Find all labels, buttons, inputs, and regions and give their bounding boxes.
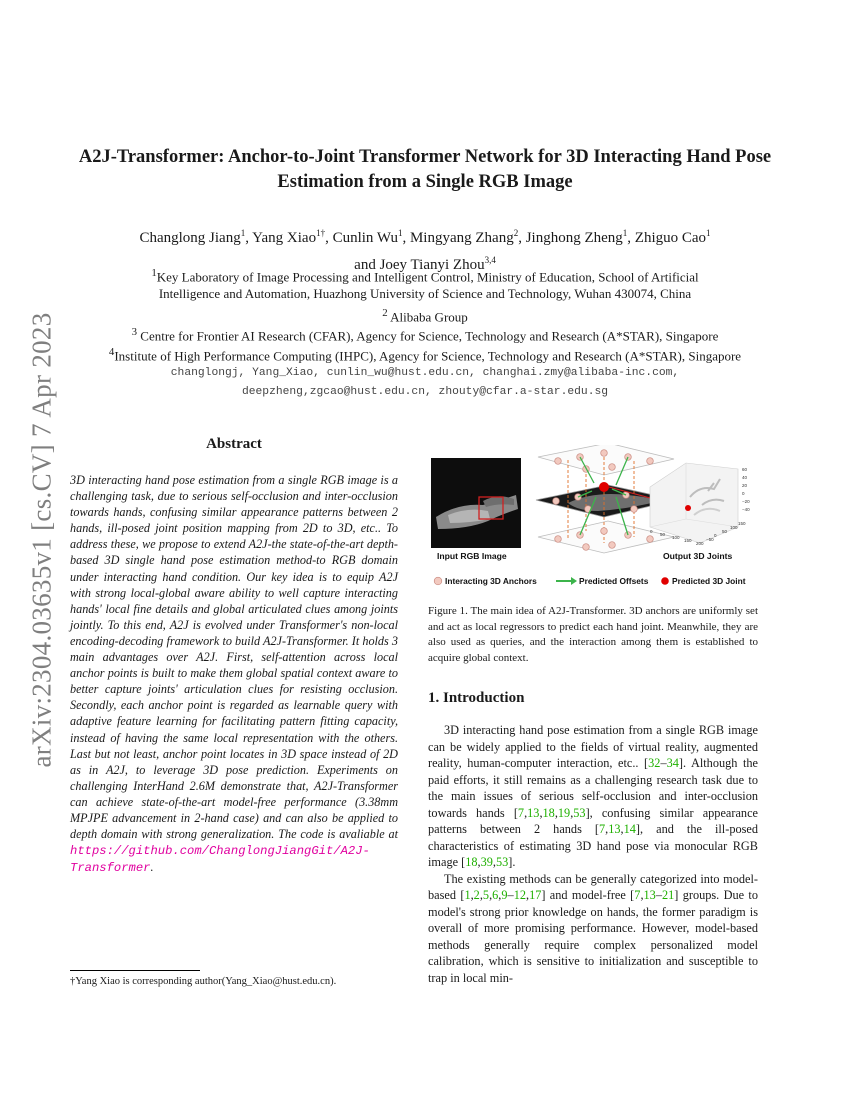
email-line: changlongj, Yang_Xiao, cunlin_wu@hust.edu.cn, changhai.zmy@alibaba-inc.com,: [170, 367, 680, 379]
author-name: Yang Xiao: [252, 230, 317, 246]
svg-text:150: 150: [684, 538, 692, 543]
author-affil-mark: 1: [240, 228, 246, 238]
citation-link[interactable]: 9: [501, 888, 508, 902]
intro-paragraph: The existing methods can be generally categorized into model-based [1,2,5,6,9–12,17] and model-free [7,13–21] groups. Due to model's strong prior knowledge on hands, the former paradigm is overall of more promising performance. However, model-based methods generally require complex personalized model calibration, which is sensitive to initialization and susceptible to trap in local min-: [428, 871, 758, 985]
footnote-rule: [70, 970, 200, 971]
figure-caption: Figure 1. The main idea of A2J-Transformer. 3D anchors are uniformly set and act as local regressors to predict each hand joint. Meanwhile, they are also used as queries, and the interaction among them is established to acquire global context.: [428, 605, 758, 664]
input-rgb-image: [431, 458, 521, 548]
author-affil-mark: 1: [397, 228, 403, 238]
author-affil-mark: 1†: [316, 228, 326, 238]
paper-title: A2J-Transformer: Anchor-to-Joint Transformer Network for 3D Interacting Hand Pose Estimation from a Single RGB Image: [78, 147, 772, 192]
citation-link[interactable]: 7: [517, 805, 525, 820]
svg-text:Predicted Offsets: Predicted Offsets: [579, 576, 649, 586]
svg-text:60: 60: [742, 467, 748, 472]
citation-link[interactable]: 7: [599, 822, 606, 836]
citation-link[interactable]: 21: [661, 888, 675, 902]
footnote: †Yang Xiao is corresponding author(Yang_Xiao@hust.edu.cn).: [70, 976, 337, 987]
svg-text:200: 200: [696, 541, 704, 546]
author-affil-mark: 1: [622, 228, 628, 238]
author-affil-mark: 1: [706, 228, 711, 238]
author-affil-mark: 3,4: [484, 255, 496, 265]
arxiv-stamp: [26, 300, 57, 780]
svg-text:−40: −40: [742, 507, 750, 512]
legend-anchor-icon: [434, 577, 442, 585]
svg-text:150: 150: [738, 521, 746, 526]
code-link[interactable]: https://github.com/ChanglongJiangGit/A2J-Transformer: [70, 844, 370, 876]
citation-link[interactable]: 18: [542, 805, 555, 820]
affiliation-line: $^3$ Centre for Frontier AI Research (CFAR), Agency for Science, Technology and Research (A*STAR), Singapore: [131, 326, 719, 344]
author-name: Zhiguo Cao: [634, 230, 707, 246]
figure-legend: [434, 576, 746, 586]
svg-text:50: 50: [722, 529, 728, 534]
author-name: Mingyang Zhang: [409, 230, 514, 246]
svg-text:Interacting 3D Anchors: Interacting 3D Anchors: [445, 576, 537, 586]
abstract-heading: Abstract: [206, 436, 262, 452]
citation-link[interactable]: 39: [480, 855, 493, 869]
citation-link[interactable]: 19: [557, 805, 571, 820]
legend-joint-icon: [661, 577, 669, 585]
svg-text:0: 0: [742, 491, 745, 496]
output-label: Output 3D Joints: [663, 551, 733, 561]
author-name: Cunlin Wu: [332, 230, 398, 246]
citation-link[interactable]: 2: [473, 888, 480, 902]
citation-link[interactable]: 53: [573, 805, 586, 820]
svg-text:50: 50: [660, 532, 666, 537]
svg-text:40: 40: [742, 475, 748, 480]
figure-1-graphic: [428, 445, 758, 595]
citation-link[interactable]: 18: [465, 855, 478, 869]
citation-link[interactable]: 32: [648, 756, 661, 770]
citation-link[interactable]: 7: [634, 888, 641, 902]
citation-link[interactable]: 34: [666, 756, 679, 770]
svg-text:Predicted 3D Joint: Predicted 3D Joint: [672, 576, 746, 586]
legend-offset-icon: [556, 577, 577, 585]
svg-text:0: 0: [714, 533, 717, 538]
author-name: and Joey Tianyi Zhou: [354, 257, 485, 273]
citation-link[interactable]: 13: [643, 888, 656, 902]
affiliation-line: $^1$Key Laboratory of Image Processing and Intelligent Control, Ministry of Education, School of Artificial: [151, 267, 699, 285]
figure-1: [428, 445, 758, 595]
author-list: Changlong Jiang$^1$, Yang Xiao$^{1\dagger}$, Cunlin Wu$^1$, Mingyang Zhang$^2$, Jinghong Zheng$^1$, Zhiguo Cao$^1$ and Joey Tianyi Zhou$^{3,4}$: [139, 228, 711, 273]
citation-link[interactable]: 1: [464, 888, 471, 902]
citation-link[interactable]: 6: [492, 888, 499, 902]
author-name: Changlong Jiang: [139, 230, 241, 246]
predicted-joint-marker: [599, 482, 609, 492]
output-3d-plot: [650, 463, 750, 546]
section-heading: 1. Introduction: [428, 690, 525, 706]
affiliation-line: Intelligence and Automation, Huazhong University of Science and Technology, Wuhan 430074, China: [158, 286, 692, 301]
citation-link[interactable]: 12: [513, 888, 526, 902]
input-label: Input RGB Image: [437, 551, 507, 561]
svg-text:100: 100: [730, 525, 738, 530]
intro-paragraph: 3D interacting hand pose estimation from a single RGB image can be widely applied to the fields of virtual reality, augmented reality, human-computer interaction, etc.. [32–34]. Although the paid efforts, it still remains as a challenging research task due to the main issues of serious self-occlusion and inter-occlusion towards hands [7,13,18,19,53], confusing similar appearance patterns between 2 hands [7,13,14], and the ill-posed characteristics of estimating 3D hand pose via monocular RGB image [18,39,53].: [428, 723, 759, 869]
citation-link[interactable]: 13: [608, 822, 621, 836]
svg-text:−50: −50: [706, 537, 714, 542]
email-line: deepzheng,zgcao@hust.edu.cn, zhouty@cfar.a-star.edu.sg: [241, 386, 609, 398]
intro-text: [428, 722, 758, 986]
affiliation-line: $^4$Institute of High Performance Computing (IHPC), Agency for Science, Technology and Research (A*STAR), Singapore: [108, 346, 742, 364]
author-affil-mark: 2: [513, 228, 519, 238]
citation-link[interactable]: 17: [529, 888, 542, 902]
svg-text:0: 0: [650, 529, 653, 534]
svg-text:20: 20: [742, 483, 748, 488]
abstract-text: 3D interacting hand pose estimation from a single RGB image is a challenging task, due to serious self-occlusion and inter-occlusion towards hands, confusing similar appearance patterns between 2 hands, ill-posed joint position mapping from 2D to 3D, etc.. To address these, we propose to extend A2J-the state-of-the-art depth-based 3D single hand pose estimation method-to RGB domain under interacting hand condition. Our key idea is to equip A2J with strong local-global aware ability to well capture interacting hands' local fine details and global articulated clues among joints jointly. To this end, A2J is evolved under Transformer's non-local encoding-decoding framework to build A2J-Transformer. It holds 3 main advantages over A2J. First, self-attention across local anchor points is built to make them global spatial context aware to better capture joints' articulation clues for resisting occlusion. Secondly, each anchor point is regarded as learnable query with adaptive feature learning for facilitating pattern fitting capacity, instead of having the same local representation with the others. Last but not least, anchor point locates in 3D space instead of 2D as in A2J, to leverage 3D pose prediction. Experiments on challenging InterHand 2.6M demonstrate that, A2J-Transformer can achieve state-of-the-art model-free performance (3.38mm MPJPE advancement in 2-hand case) and can also be applied to depth domain with strong generalization. The code is avaliable at https://github.com/ChanglongJiangGit/A2J-Transformer.: [70, 473, 398, 876]
arxiv-stamp-text: arXiv:2304.03635v1 [cs.CV] 7 Apr 2023: [26, 312, 57, 768]
svg-text:−20: −20: [742, 499, 750, 504]
svg-text:100: 100: [672, 535, 680, 540]
citation-link[interactable]: 14: [623, 822, 636, 836]
author-name: Jinghong Zheng: [525, 230, 623, 246]
citation-link[interactable]: 53: [495, 855, 509, 869]
citation-link[interactable]: 5: [482, 888, 490, 902]
affiliation-line: $^2$ Alibaba Group: [382, 307, 468, 325]
citation-link[interactable]: 13: [527, 805, 540, 820]
